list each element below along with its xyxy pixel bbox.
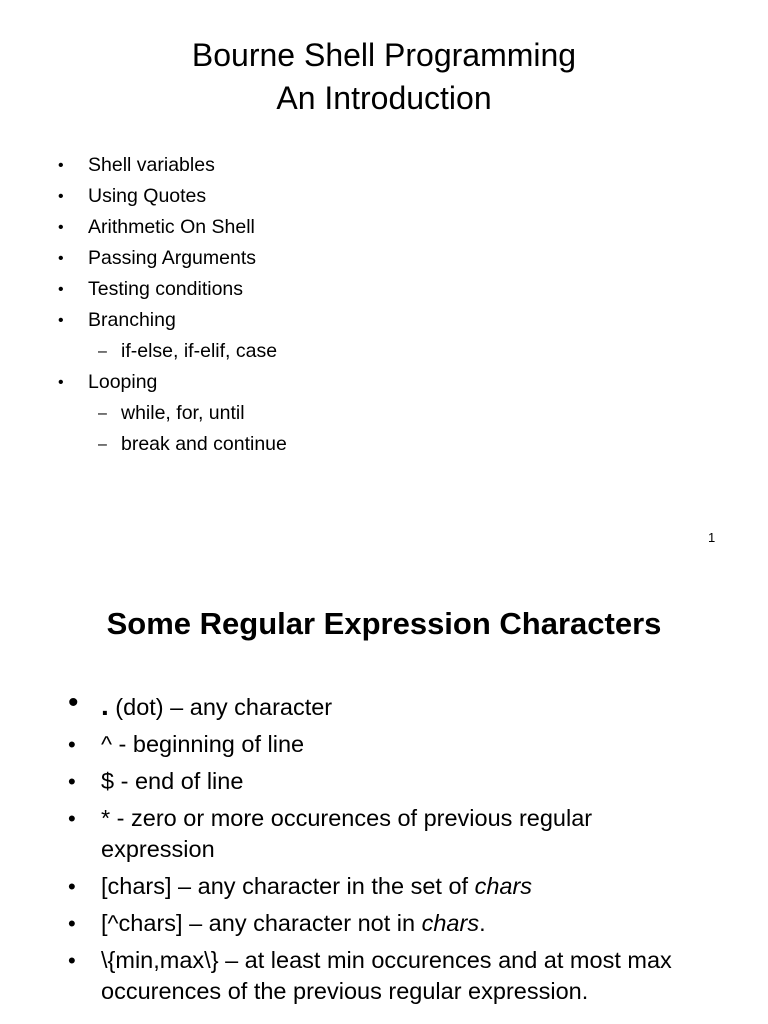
list-item-text: $ - end of line — [101, 768, 244, 794]
list-item-text-part: [chars] – any character in the set of — [101, 873, 475, 899]
list-item-text — [101, 908, 701, 939]
list-item-text: ^ - beginning of line — [101, 731, 305, 757]
list-item-text: \{min,max\} – at least min occurences and at most max occurences of the previous regular expression. — [101, 947, 672, 1004]
list-item-description: (dot) – any character — [108, 694, 333, 720]
sub-list-item-text: while, for, until — [121, 402, 245, 424]
list-item-text-part: [^chars] – any character not in — [101, 910, 422, 936]
bullet-icon: • — [68, 769, 76, 794]
bullet-icon: • — [58, 374, 64, 391]
slide-2-bullet-list — [68, 686, 701, 1013]
list-item — [68, 803, 701, 865]
list-item — [68, 729, 701, 760]
list-item-text — [101, 871, 701, 902]
bullet-icon: • — [58, 157, 64, 174]
list-item — [68, 945, 701, 1007]
bullet-icon: • — [58, 219, 64, 236]
bullet-icon: • — [58, 188, 64, 205]
list-item — [68, 871, 701, 902]
list-item-text-part: . — [479, 910, 486, 936]
list-item-text: Shell variables — [88, 154, 215, 176]
slide-1-title — [0, 34, 768, 120]
list-item-text: * - zero or more occurences of previous regular expression — [101, 805, 593, 862]
sub-list-item-text: if-else, if-elif, case — [121, 340, 278, 362]
bullet-icon: • — [58, 312, 64, 329]
dash-icon: – — [98, 343, 107, 360]
bullet-icon: • — [58, 250, 64, 267]
slide-2 — [0, 560, 768, 1024]
dash-icon: – — [98, 405, 107, 422]
bullet-icon: • — [68, 874, 76, 899]
bullet-icon: • — [58, 281, 64, 298]
bullet-icon: • — [68, 686, 79, 719]
list-item — [68, 766, 701, 797]
emphasis-text: chars — [474, 873, 533, 899]
list-item-text: Passing Arguments — [88, 247, 257, 269]
list-item-text: Arithmetic On Shell — [88, 216, 255, 238]
slide-1-title-line-2: An Introduction — [276, 80, 492, 116]
sub-list-item-text: break and continue — [121, 433, 287, 455]
list-item-text: Testing conditions — [88, 278, 244, 300]
slide-2-title: Some Regular Expression Characters — [106, 606, 662, 641]
slide-1-title-line-1: Bourne Shell Programming — [191, 37, 577, 73]
dot-symbol: . — [101, 690, 109, 721]
bullet-icon: • — [68, 948, 76, 973]
list-item-text — [101, 690, 701, 723]
dash-icon: – — [98, 436, 107, 453]
list-item-text: Looping — [88, 371, 158, 393]
bullet-icon: • — [68, 732, 76, 757]
emphasis-text: chars — [421, 910, 480, 936]
list-item-text: Using Quotes — [88, 185, 207, 207]
bullet-icon: • — [68, 806, 76, 831]
page-number: 1 — [708, 530, 716, 545]
list-item-text: Branching — [88, 309, 176, 331]
list-item — [68, 908, 701, 939]
bullet-icon: • — [68, 911, 76, 936]
list-item — [68, 686, 701, 723]
